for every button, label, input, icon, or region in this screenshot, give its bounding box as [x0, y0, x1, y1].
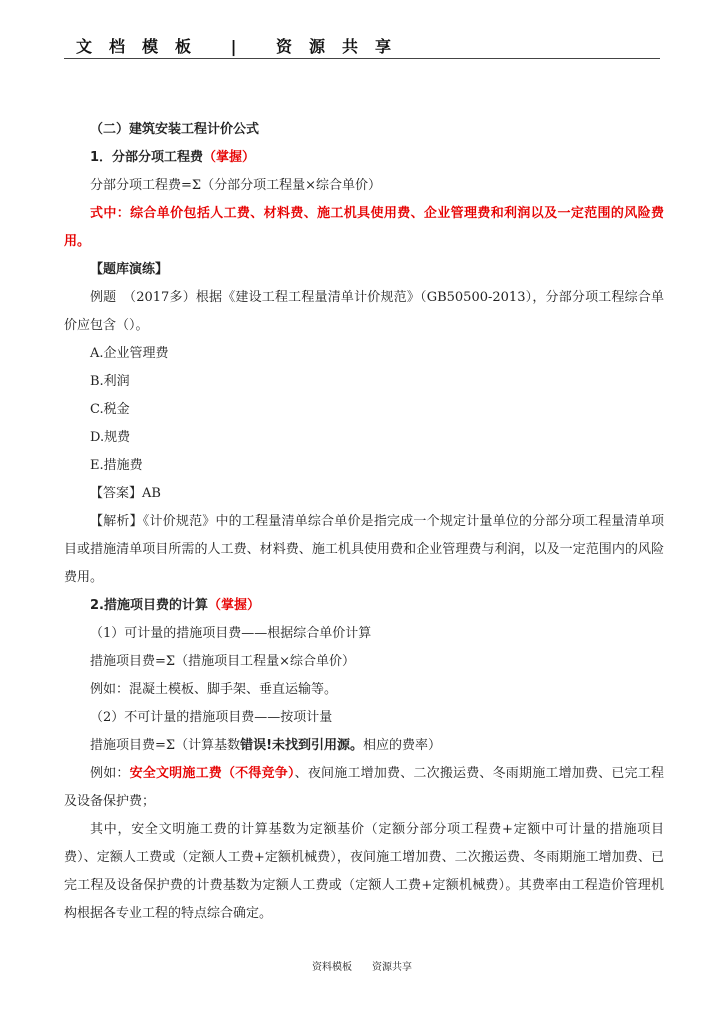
formula2: 措施项目费=Σ（措施项目工程量×综合单价）: [90, 654, 355, 669]
item1-tag: （掌握）: [203, 150, 256, 165]
item1-heading-text: 1．分部分项工程费: [90, 150, 204, 165]
final-paragraph: 其中，安全文明施工费的计算基数为定额基价（定额分部分项工程费+定额中可计量的措施项目费）、定额人工费或（定额人工费+定额机械费），夜间施工增加费、二次搬运费、冬雨期施工增加费、已完工程及设备保护费的计费基数为定额人工费或（定额人工费+定额机械费）。其费率由工程造价管理机构根据各专业工程的特点综合确定。: [64, 822, 664, 921]
note-text: 式中：综合单价包括人工费、材料费、施工机具使用费、企业管理费和利润以及一定范围的风险费用。: [64, 206, 664, 249]
formula3: [64, 732, 664, 760]
page-footer: 资料模板 资源共享: [312, 962, 412, 973]
analysis-text: 【解析】《计价规范》中的工程量清单综合单价是指完成一个规定计量单位的分部分项工程量清单项目或措施清单项目所需的人工费、材料费、施工机具使用费和企业管理费与利润，以及一定范围内的风险费用。: [64, 514, 664, 585]
formula3-pre: 措施项目费=Σ（计算基数: [90, 738, 241, 753]
item2-heading: [64, 592, 664, 620]
example2-pre: 例如：: [90, 766, 130, 781]
sub-heading-1: （1）可计量的措施项目费——根据综合单价计算: [90, 626, 372, 641]
item1-heading: [64, 144, 664, 172]
section-title: （二）建筑安装工程计价公式: [90, 122, 260, 137]
example2-highlight: 安全文明施工费（不得竞争）: [129, 766, 295, 781]
option-b: B.利润: [90, 374, 130, 389]
sub-heading-2: （2）不可计量的措施项目费——按项计量: [90, 710, 333, 725]
option-e: E.措施费: [90, 458, 143, 473]
formula3-post: 相应的费率）: [363, 738, 442, 753]
option-d: D.规费: [90, 430, 131, 445]
option-a: A.企业管理费: [90, 346, 169, 361]
document-body: [64, 116, 664, 928]
question-text: 例题 （2017多）根据《建设工程工程量清单计价规范》（GB50500-2013），分部分项工程综合单价应包含（）。: [64, 290, 664, 333]
example2: [64, 760, 664, 816]
example2-post: 、夜间施工增加费、二次搬运费、冬雨期施工增加费、已完工程及设备保护费；: [64, 766, 664, 809]
formula3-error: 错误!未找到引用源。: [240, 738, 364, 753]
header-title: 文档模板 | 资源共享: [76, 37, 408, 56]
item2-tag: （掌握）: [207, 598, 260, 613]
option-c: C.税金: [90, 402, 130, 417]
answer-text: 【答案】AB: [90, 486, 161, 501]
formula1: 分部分项工程费=Σ（分部分项工程量×综合单价）: [90, 178, 381, 193]
item2-heading-text: 2.措施项目费的计算: [90, 598, 208, 613]
example1: 例如：混凝土模板、脚手架、垂直运输等。: [90, 682, 338, 697]
page-header: [64, 32, 660, 59]
exercise-label: 【题库演练】: [90, 262, 169, 277]
